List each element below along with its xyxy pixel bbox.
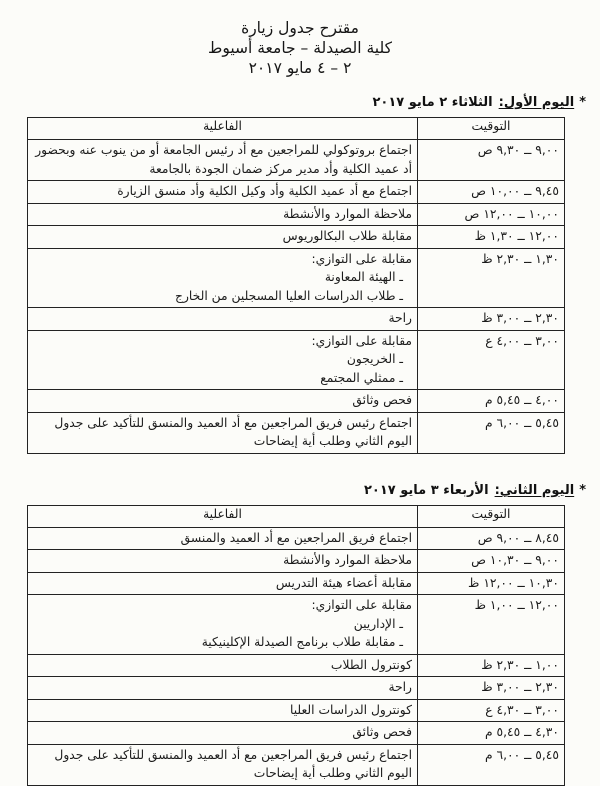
activity-text: راحة <box>388 680 412 694</box>
activity-cell <box>28 308 418 331</box>
activity-cell <box>28 412 418 453</box>
time-cell: ٩,٠٠ ــ ٩,٣٠ ص <box>418 140 565 181</box>
schedule-row <box>28 308 565 331</box>
activity-text: اجتماع رئيس فريق المراجعين مع أد العميد والمنسق للتأكيد على جدول اليوم الثاني وطلب أية إيضاحات <box>54 747 412 780</box>
schedule-row <box>28 203 565 226</box>
activity-sub-item: ـ مقابلة طلاب برنامج الصيدلة الإكلينيكية <box>201 635 403 649</box>
activity-text: ملاحظة الموارد والأنشطة <box>283 206 412 221</box>
day1-rows <box>28 140 565 454</box>
schedule-row <box>28 677 565 700</box>
time-cell: ١٠,٣٠ ــ ١٢,٠٠ ظ <box>418 572 565 595</box>
day1-date: الثلاثاء ٢ مايو ٢٠١٧ <box>372 95 493 110</box>
time-cell: ٢,٣٠ ــ ٣,٠٠ ظ <box>418 308 565 331</box>
schedule-row <box>28 744 565 785</box>
time-column-header: التوقيت <box>418 505 565 527</box>
activity-text: فحص وثائق <box>352 725 412 739</box>
activity-cell <box>28 226 418 249</box>
activity-text: ملاحظة الموارد والأنشطة <box>283 553 412 567</box>
title-line-1: مقترح جدول زيارة <box>241 19 359 37</box>
time-cell: ٥,٤٥ ــ ٦,٠٠ م <box>418 412 565 453</box>
activity-text: مقابلة على التوازي: <box>311 598 412 612</box>
bullet-star: * <box>579 482 586 498</box>
activity-text: مقابلة طلاب البكالوريوس <box>282 229 412 243</box>
activity-cell <box>28 677 418 700</box>
activity-text: مقابلة على التوازي: <box>311 251 412 266</box>
time-cell: ١,٣٠ ــ ٢,٣٠ ظ <box>418 248 565 308</box>
activity-column-header: الفاعلية <box>28 505 418 527</box>
time-cell: ٣,٠٠ ــ ٤,٠٠ ع <box>418 330 565 390</box>
activity-text: كونترول الطلاب <box>330 657 412 672</box>
activity-sub-item: ـ الخريجون <box>346 352 403 366</box>
activity-cell <box>28 390 418 413</box>
activity-text: مقابلة أعضاء هيئة التدريس <box>275 575 412 590</box>
title-line-3: ٢ – ٤ مايو ٢٠١٧ <box>248 59 352 77</box>
schedule-row <box>28 654 565 677</box>
schedule-row <box>28 699 565 722</box>
activity-cell <box>28 654 418 677</box>
time-cell: ١٢,٠٠ ــ ١,٣٠ ظ <box>418 226 565 249</box>
activity-cell <box>28 140 418 181</box>
activity-text: اجتماع فريق المراجعين مع أد العميد والمنسق <box>180 530 412 545</box>
schedule-row <box>28 181 565 204</box>
day2-heading <box>0 483 586 498</box>
schedule-row <box>28 550 565 573</box>
time-cell: ٤,٣٠ ــ ٥,٤٥ م <box>418 722 565 745</box>
time-cell: ١٠,٠٠ ــ ١٢,٠٠ ص <box>418 203 565 226</box>
activity-cell <box>28 248 418 308</box>
activity-cell <box>28 744 418 785</box>
day-section-1 <box>0 95 600 454</box>
activity-sub-item: ـ ممثلي المجتمع <box>320 370 403 385</box>
time-cell: ٥,٤٥ ــ ٦,٠٠ م <box>418 744 565 785</box>
activity-cell <box>28 722 418 745</box>
title-line-2: كلية الصيدلة – جامعة أسيوط <box>208 39 392 57</box>
activity-sub-item: ـ الهيئة المعاونة <box>324 270 403 284</box>
time-cell: ٨,٤٥ ــ ٩,٠٠ ص <box>418 527 565 550</box>
activity-cell <box>28 699 418 722</box>
activity-cell <box>28 572 418 595</box>
schedule-row <box>28 572 565 595</box>
activity-text: اجتماع بروتوكولي للمراجعين مع أد رئيس الجامعة أو من ينوب عنه وبحضور أد عميد الكلية وأد مدير مركز ضمان الجودة بالجامعة <box>35 143 412 176</box>
activity-text: اجتماع مع أد عميد الكلية وأد وكيل الكلية وأد منسق الزيارة <box>117 184 412 198</box>
schedule-row <box>28 226 565 249</box>
header-row <box>28 505 565 527</box>
activity-cell <box>28 595 418 655</box>
header-row <box>28 118 565 140</box>
activity-cell <box>28 330 418 390</box>
activity-column-header: الفاعلية <box>28 118 418 140</box>
activity-text: كونترول الدراسات العليا <box>289 702 412 717</box>
activity-text: راحة <box>388 311 412 325</box>
schedule-row <box>28 330 565 390</box>
time-cell: ٩,٠٠ ــ ١٠,٣٠ ص <box>418 550 565 573</box>
schedule-row <box>28 527 565 550</box>
activity-cell <box>28 181 418 204</box>
schedule-row <box>28 390 565 413</box>
time-column-header: التوقيت <box>418 118 565 140</box>
activity-cell <box>28 550 418 573</box>
day1-heading <box>0 95 586 110</box>
activity-sub-item: ـ طلاب الدراسات العليا المسجلين من الخارج <box>175 288 403 303</box>
activity-cell <box>28 527 418 550</box>
schedule-row <box>28 722 565 745</box>
activity-text: اجتماع رئيس فريق المراجعين مع أد العميد والمنسق للتأكيد على جدول اليوم الثاني وطلب أية إيضاحات <box>54 415 412 448</box>
schedule-row <box>28 595 565 655</box>
time-cell: ٢,٣٠ ــ ٣,٠٠ ظ <box>418 677 565 700</box>
schedule-table-day1 <box>27 117 565 454</box>
time-cell: ١٢,٠٠ ــ ١,٠٠ ظ <box>418 595 565 655</box>
day2-date: الأربعاء ٣ مايو ٢٠١٧ <box>363 482 489 498</box>
document-title <box>0 0 600 78</box>
time-cell: ٣,٠٠ ــ ٤,٣٠ ع <box>418 699 565 722</box>
activity-sub-item: ـ الإداريين <box>353 616 403 631</box>
activity-text: فحص وثائق <box>352 393 412 407</box>
schedule-table-day2 <box>27 505 565 786</box>
schedule-row <box>28 412 565 453</box>
day2-label: اليوم الثاني: <box>494 482 575 498</box>
day1-label: اليوم الأول: <box>498 95 575 110</box>
time-cell: ٩,٤٥ ــ ١٠,٠٠ ص <box>418 181 565 204</box>
time-cell: ٤,٠٠ ــ ٥,٤٥ م <box>418 390 565 413</box>
day2-rows <box>28 527 565 785</box>
schedule-row <box>28 140 565 181</box>
activity-text: مقابلة على التوازي: <box>311 333 412 348</box>
time-cell: ١,٠٠ ــ ٢,٣٠ ظ <box>418 654 565 677</box>
bullet-star: * <box>579 95 586 110</box>
schedule-row <box>28 248 565 308</box>
activity-cell <box>28 203 418 226</box>
day-section-2 <box>0 483 600 786</box>
